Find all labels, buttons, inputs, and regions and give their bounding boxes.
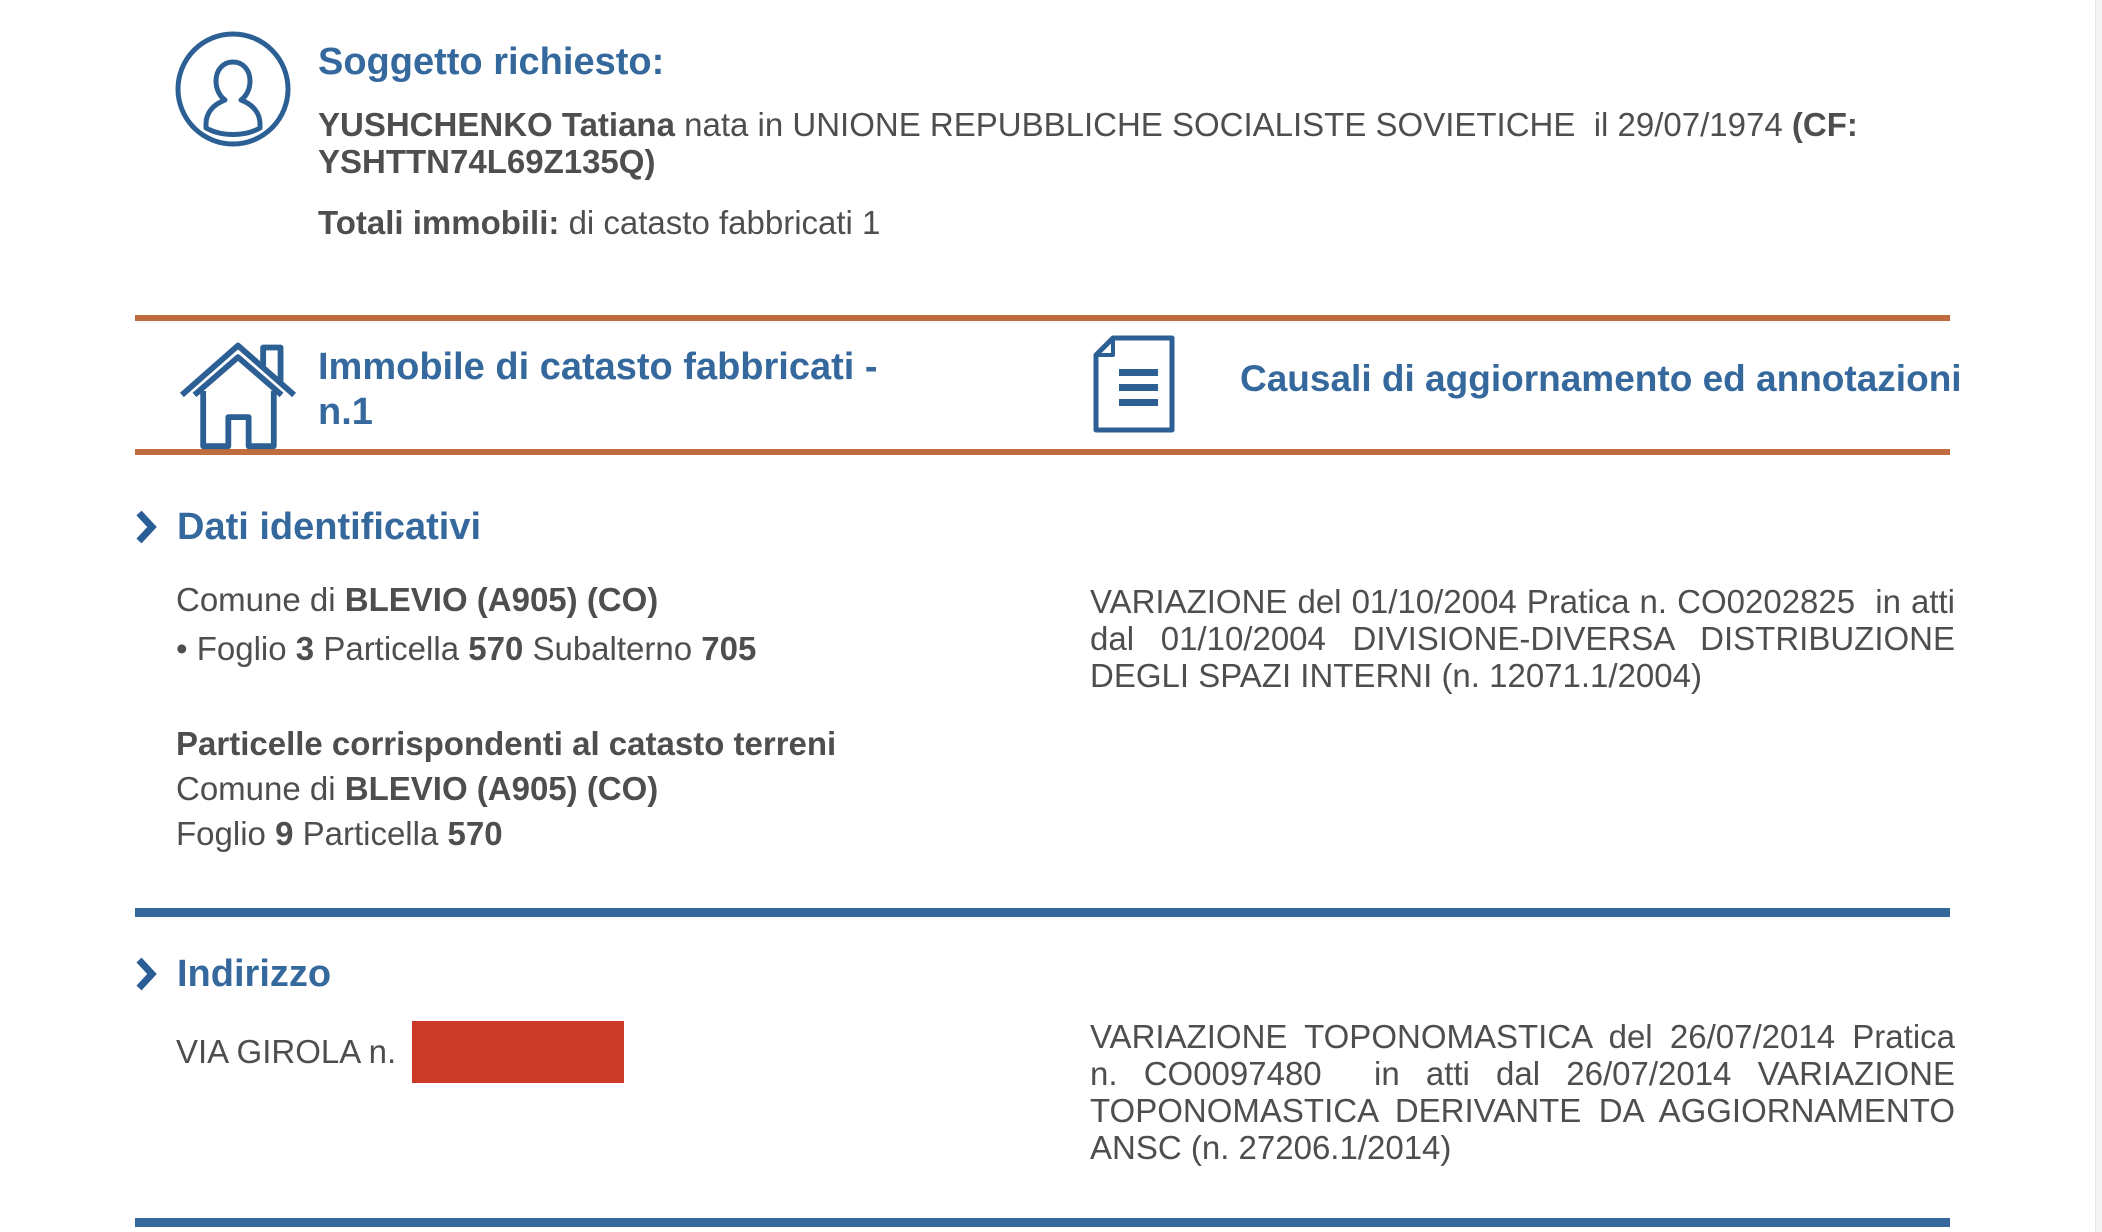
subject-title: Soggetto richiesto: xyxy=(318,41,665,83)
person-icon xyxy=(172,28,294,150)
foglio-label: Foglio xyxy=(196,630,287,667)
comune2-label: Comune di xyxy=(176,770,336,807)
comune-label: Comune di xyxy=(176,581,336,618)
section-indirizzo xyxy=(135,952,1955,1192)
comune-terreni-line xyxy=(176,770,1950,807)
foglio-terreni-line xyxy=(176,815,1950,852)
redaction-box xyxy=(412,1021,624,1083)
house-icon xyxy=(172,333,304,451)
band-title-causali: Causali di aggiornamento ed annotazioni xyxy=(1240,358,1962,399)
subject-totals-line xyxy=(318,204,1958,241)
particella2-label: Particella xyxy=(302,815,439,852)
section-title-dati: Dati identificativi xyxy=(177,506,482,548)
particella-value: 570 xyxy=(468,630,524,667)
subject-name: YUSHCHENKO Tatiana xyxy=(318,106,675,143)
section-divider-1 xyxy=(135,908,1950,917)
terreni-heading: Particelle corrispondenti al catasto terreni xyxy=(176,725,837,762)
comune2-value: BLEVIO (A905) (CO) xyxy=(344,770,659,807)
particella-label: Particella xyxy=(323,630,460,667)
orange-band xyxy=(135,315,1962,455)
section-dati-identificativi xyxy=(135,505,1955,865)
comune-value: BLEVIO (A905) (CO) xyxy=(344,581,659,618)
causale-variazione-block-2: VARIAZIONE TOPONOMASTICA del 26/07/2014 Pratica n. CO0097480 in atti dal 26/07/2014 VARIAZIONE TOPONOMASTICA DERIVANTE DA AGGIORNAMENTO ANSC (n. 27206.1/2014) xyxy=(1090,1018,1955,1166)
subalterno-label: Subalterno xyxy=(532,630,693,667)
foglio2-label: Foglio xyxy=(176,815,266,852)
section-divider-2 xyxy=(135,1218,1950,1227)
band-title-immobile: Immobile di catasto fabbricati - n.1 xyxy=(318,346,878,433)
subalterno-value: 705 xyxy=(701,630,757,667)
street-text: VIA GIROLA n. xyxy=(176,1033,397,1070)
chevron-right-icon xyxy=(135,509,159,545)
subject-section xyxy=(135,28,1950,258)
section-heading-dati[interactable] xyxy=(135,505,1950,549)
scrollbar-track[interactable] xyxy=(2095,0,2102,1232)
bullet: • xyxy=(176,630,188,667)
particella2-value: 570 xyxy=(447,815,503,852)
chevron-right-icon xyxy=(135,956,159,992)
section-heading-indirizzo[interactable] xyxy=(135,952,1950,996)
totals-value: di catasto fabbricati 1 xyxy=(568,204,881,241)
document-icon xyxy=(1092,335,1176,433)
foglio-value: 3 xyxy=(295,630,315,667)
foglio2-value: 9 xyxy=(275,815,294,852)
totals-label: Totali immobili: xyxy=(318,204,560,241)
visura-document xyxy=(135,0,1962,1232)
subject-cf: (CF: YSHTTN74L69Z135Q) xyxy=(318,106,1858,180)
section-title-indirizzo: Indirizzo xyxy=(177,953,332,995)
causale-variazione-block-1: VARIAZIONE del 01/10/2004 Pratica n. CO0202825 in atti dal 01/10/2004 DIVISIONE-DIVERSA DISTRIBUZIONE DEGLI SPAZI INTERNI (n. 12071.1/2004) xyxy=(1090,583,1955,694)
subject-birth-text: nata in UNIONE REPUBBLICHE SOCIALISTE SOVIETICHE il 29/07/1974 xyxy=(684,106,1783,143)
subject-name-line xyxy=(318,106,1958,180)
